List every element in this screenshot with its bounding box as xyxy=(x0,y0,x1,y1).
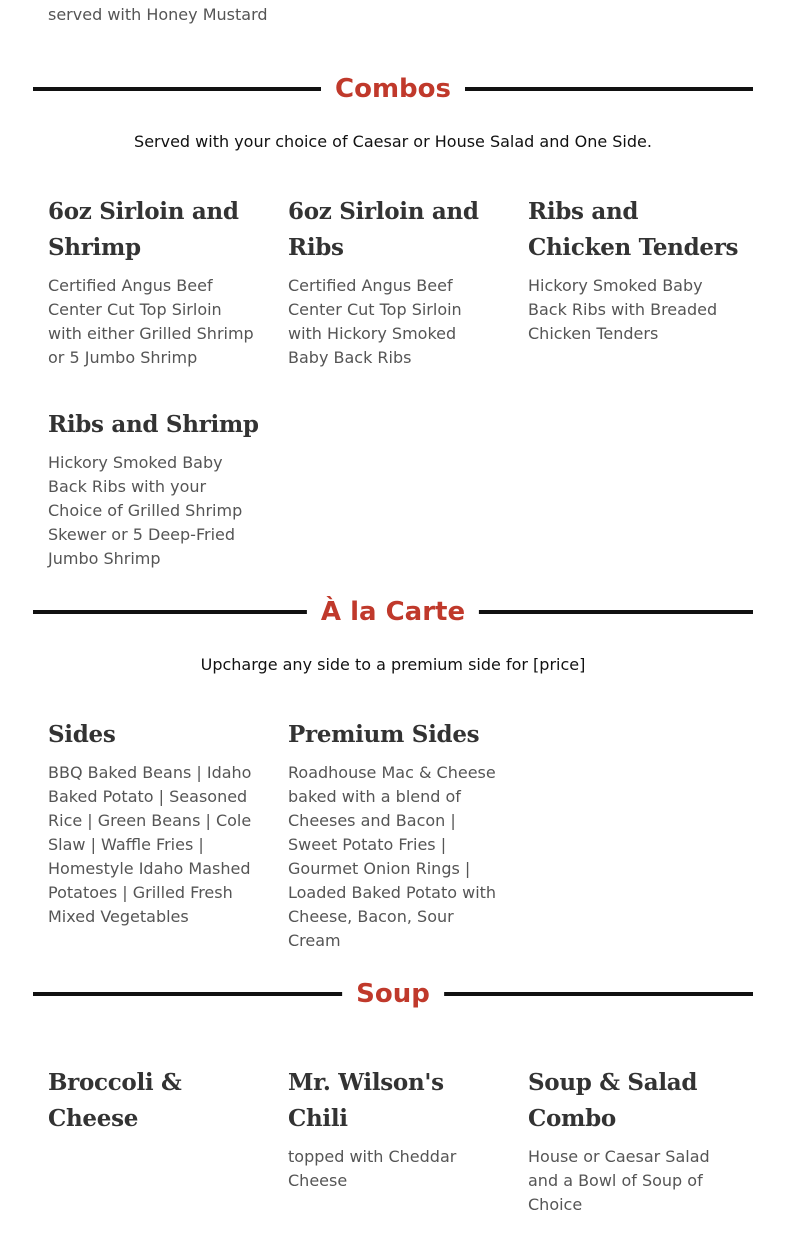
section-header-combos xyxy=(33,69,753,109)
menu-item-name: Premium Sides xyxy=(288,721,480,748)
menu-item xyxy=(48,717,260,929)
menu-item-description: House or Caesar Salad and a Bowl of Soup of Choice xyxy=(528,1147,710,1214)
menu-item-description: Hickory Smoked Baby Back Ribs with your Choice of Grilled Shrimp Skewer or 5 Deep-Fried Jumbo Shrimp xyxy=(48,453,243,568)
menu-item-description: BBQ Baked Beans | Idaho Baked Potato | Seasoned Rice | Green Beans | Cole Slaw | Waffle Fries | Homestyle Idaho Mashed Potatoes | Grilled Fresh Mixed Vegetables xyxy=(48,763,252,926)
menu-item xyxy=(48,1065,260,1145)
menu-item xyxy=(48,407,260,571)
menu-item-description: Roadhouse Mac & Cheese baked with a blend of Cheeses and Bacon | Sweet Potato Fries | Gourmet Onion Rings | Loaded Baked Potato with Cheese, Bacon, Sour Cream xyxy=(288,763,497,950)
section-title-soup: Soup xyxy=(342,974,444,1014)
menu-item xyxy=(528,1065,740,1217)
menu-item-description: Certified Angus Beef Center Cut Top Sirloin with Hickory Smoked Baby Back Ribs xyxy=(288,276,462,367)
menu-item-description: Hickory Smoked Baby Back Ribs with Breaded Chicken Tenders xyxy=(528,276,718,343)
menu-item xyxy=(288,1065,500,1193)
menu-item-name: Ribs and Shrimp xyxy=(48,411,259,438)
menu-item-description: topped with Cheddar Cheese xyxy=(288,1147,457,1190)
menu-item xyxy=(528,194,740,346)
menu-item-description: Certified Angus Beef Center Cut Top Sirloin with either Grilled Shrimp or 5 Jumbo Shrimp xyxy=(48,276,254,367)
menu-item-name: Mr. Wilson's Chili xyxy=(288,1069,444,1132)
previous-item-description: served with Honey Mustard xyxy=(48,5,268,24)
menu-item xyxy=(288,717,500,953)
menu-item-name: Broccoli & Cheese xyxy=(48,1069,182,1132)
section-title-combos: Combos xyxy=(321,69,465,109)
menu-item-name: Soup & Salad Combo xyxy=(528,1069,698,1132)
section-subtitle-combos: Served with your choice of Caesar or House Salad and One Side. xyxy=(134,132,652,151)
section-header-a-la-carte xyxy=(33,592,753,632)
menu-item-name: 6oz Sirloin and Shrimp xyxy=(48,198,239,261)
menu-item-name: Sides xyxy=(48,721,116,748)
menu-item-name: Ribs and Chicken Tenders xyxy=(528,198,739,261)
section-header-soup xyxy=(33,974,753,1014)
section-subtitle-a-la-carte: Upcharge any side to a premium side for [price] xyxy=(200,655,586,674)
menu-item xyxy=(48,194,260,370)
menu-item-name: 6oz Sirloin and Ribs xyxy=(288,198,479,261)
section-title-a-la-carte: À la Carte xyxy=(307,592,479,632)
menu-item xyxy=(288,194,500,370)
